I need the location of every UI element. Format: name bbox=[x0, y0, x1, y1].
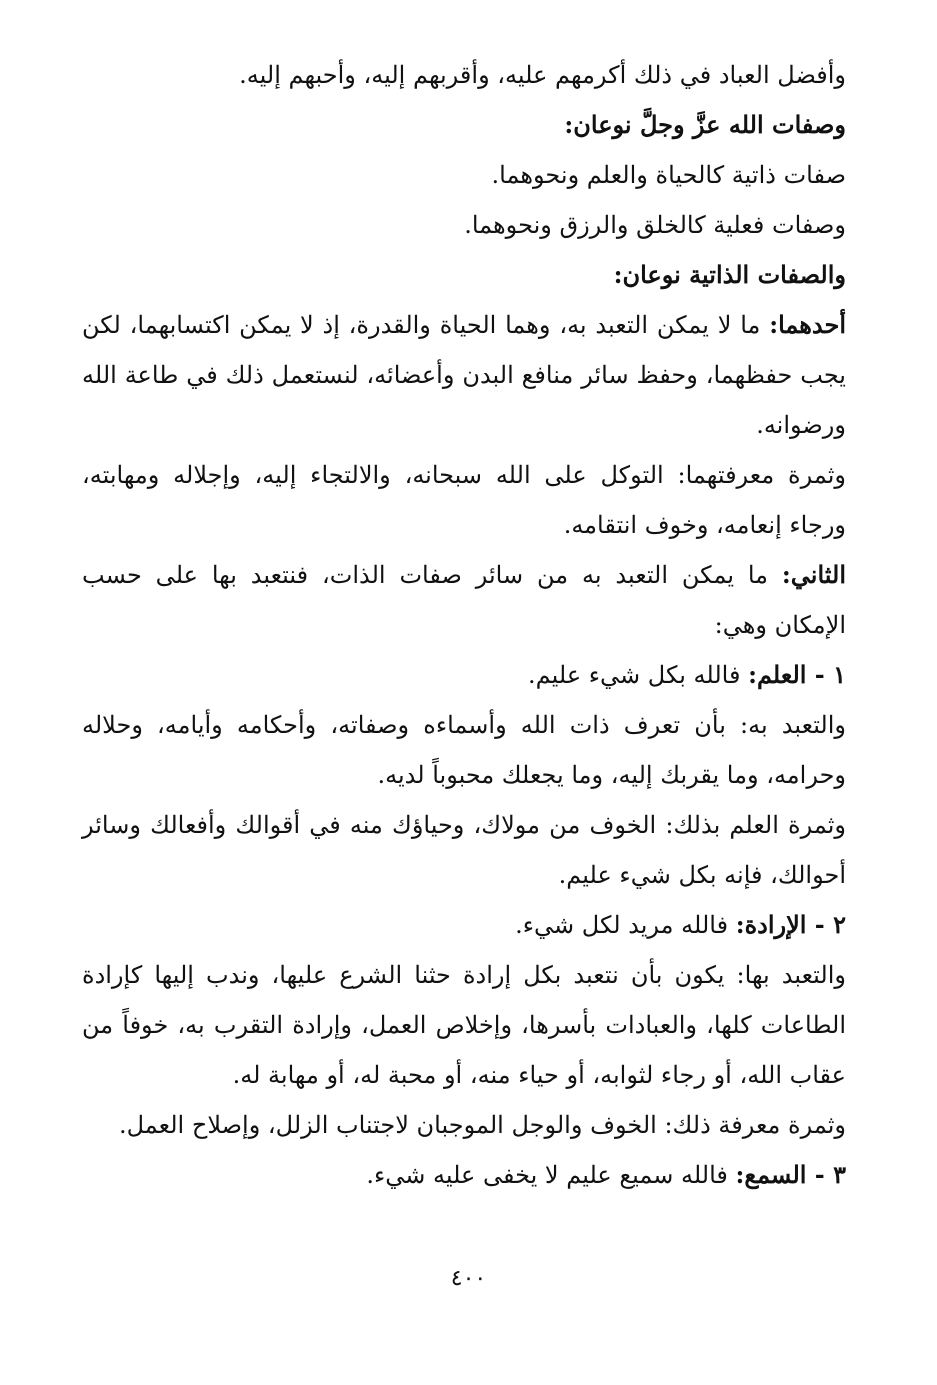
paragraph-best-servants bbox=[82, 50, 846, 100]
heading-attributes-two-types bbox=[82, 100, 846, 150]
paragraph-fruit-of-will bbox=[82, 1100, 846, 1150]
paragraph-text: ما لا يمكن التعبد به، وهما الحياة والقدرة، إذ لا يمكن اكتسابهما، لكن يجب حفظهما، وحفظ سائر منافع البدن وأعضائه، لنستعمل ذلك في طاعة الله ورضوانه. bbox=[82, 311, 846, 439]
paragraph-lead: ٢ - الإرادة: bbox=[735, 910, 846, 939]
item-knowledge bbox=[82, 650, 846, 700]
paragraph-text: وثمرة معرفتهما: التوكل على الله سبحانه، والالتجاء إليه، وإجلاله ومهابته، ورجاء إنعامه، وخوف انتقامه. bbox=[82, 461, 846, 539]
paragraph-text: صفات ذاتية كالحياة والعلم ونحوهما. bbox=[491, 161, 846, 189]
paragraph-text: فالله مريد لكل شيء. bbox=[515, 911, 729, 939]
paragraph-second-type bbox=[82, 550, 846, 650]
paragraph-lead: ٣ - السمع: bbox=[735, 1160, 846, 1189]
paragraph-text: والتعبد به: بأن تعرف ذات الله وأسماءه وصفاته، وأحكامه وأيامه، وحلاله وحرامه، وما يقربك إليه، وما يجعلك محبوباً لديه. bbox=[82, 711, 846, 789]
item-will bbox=[82, 900, 846, 950]
paragraph-lead: ١ - العلم: bbox=[748, 660, 846, 689]
paragraph-worship-by-knowledge bbox=[82, 700, 846, 800]
paragraph-text: وثمرة العلم بذلك: الخوف من مولاك، وحياؤك منه في أقوالك وأفعالك وسائر أحوالك، فإنه بكل شيء عليم. bbox=[82, 811, 847, 889]
paragraph-text: وصفات فعلية كالخلق والرزق ونحوهما. bbox=[464, 211, 846, 239]
paragraph-fruit-of-knowing-both bbox=[82, 450, 846, 550]
paragraph-essential-attributes bbox=[82, 150, 846, 200]
paragraph-action-attributes bbox=[82, 200, 846, 250]
heading-essential-two-types bbox=[82, 250, 846, 300]
page-number: ٤٠٠ bbox=[450, 1266, 487, 1291]
paragraph-text: وثمرة معرفة ذلك: الخوف والوجل الموجبان لاجتناب الزلل، وإصلاح العمل. bbox=[118, 1111, 846, 1139]
paragraph-lead: والصفات الذاتية نوعان: bbox=[613, 260, 846, 289]
paragraph-text: وأفضل العباد في ذلك أكرمهم عليه، وأقربهم إليه، وأحبهم إليه. bbox=[239, 61, 846, 89]
paragraph-lead: وصفات الله عزَّ وجلَّ نوعان: bbox=[564, 110, 846, 139]
item-hearing bbox=[82, 1150, 846, 1200]
paragraph-text: ما يمكن التعبد به من سائر صفات الذات، فنتعبد بها على حسب الإمكان وهي: bbox=[82, 561, 846, 639]
paragraph-text: فالله بكل شيء عليم. bbox=[528, 661, 741, 689]
paragraph-first-type bbox=[82, 300, 846, 450]
paragraph-lead: أحدهما: bbox=[769, 310, 847, 339]
paragraph-lead: الثاني: bbox=[781, 560, 846, 589]
paragraph-fruit-of-knowledge bbox=[82, 800, 846, 900]
page-body bbox=[82, 50, 846, 1200]
paragraph-text: فالله سميع عليم لا يخفى عليه شيء. bbox=[366, 1161, 728, 1189]
paragraph-text: والتعبد بها: يكون بأن نتعبد بكل إرادة حثنا الشرع عليها، وندب إليها كإرادة الطاعات كلها، والعبادات بأسرها، وإخلاص العمل، وإرادة التقرب به، خوفاً من عقاب الله، أو رجاء لثوابه، أو حياء منه، أو محبة له، أو مهابة له. bbox=[82, 961, 846, 1089]
paragraph-worship-by-will bbox=[82, 950, 846, 1100]
